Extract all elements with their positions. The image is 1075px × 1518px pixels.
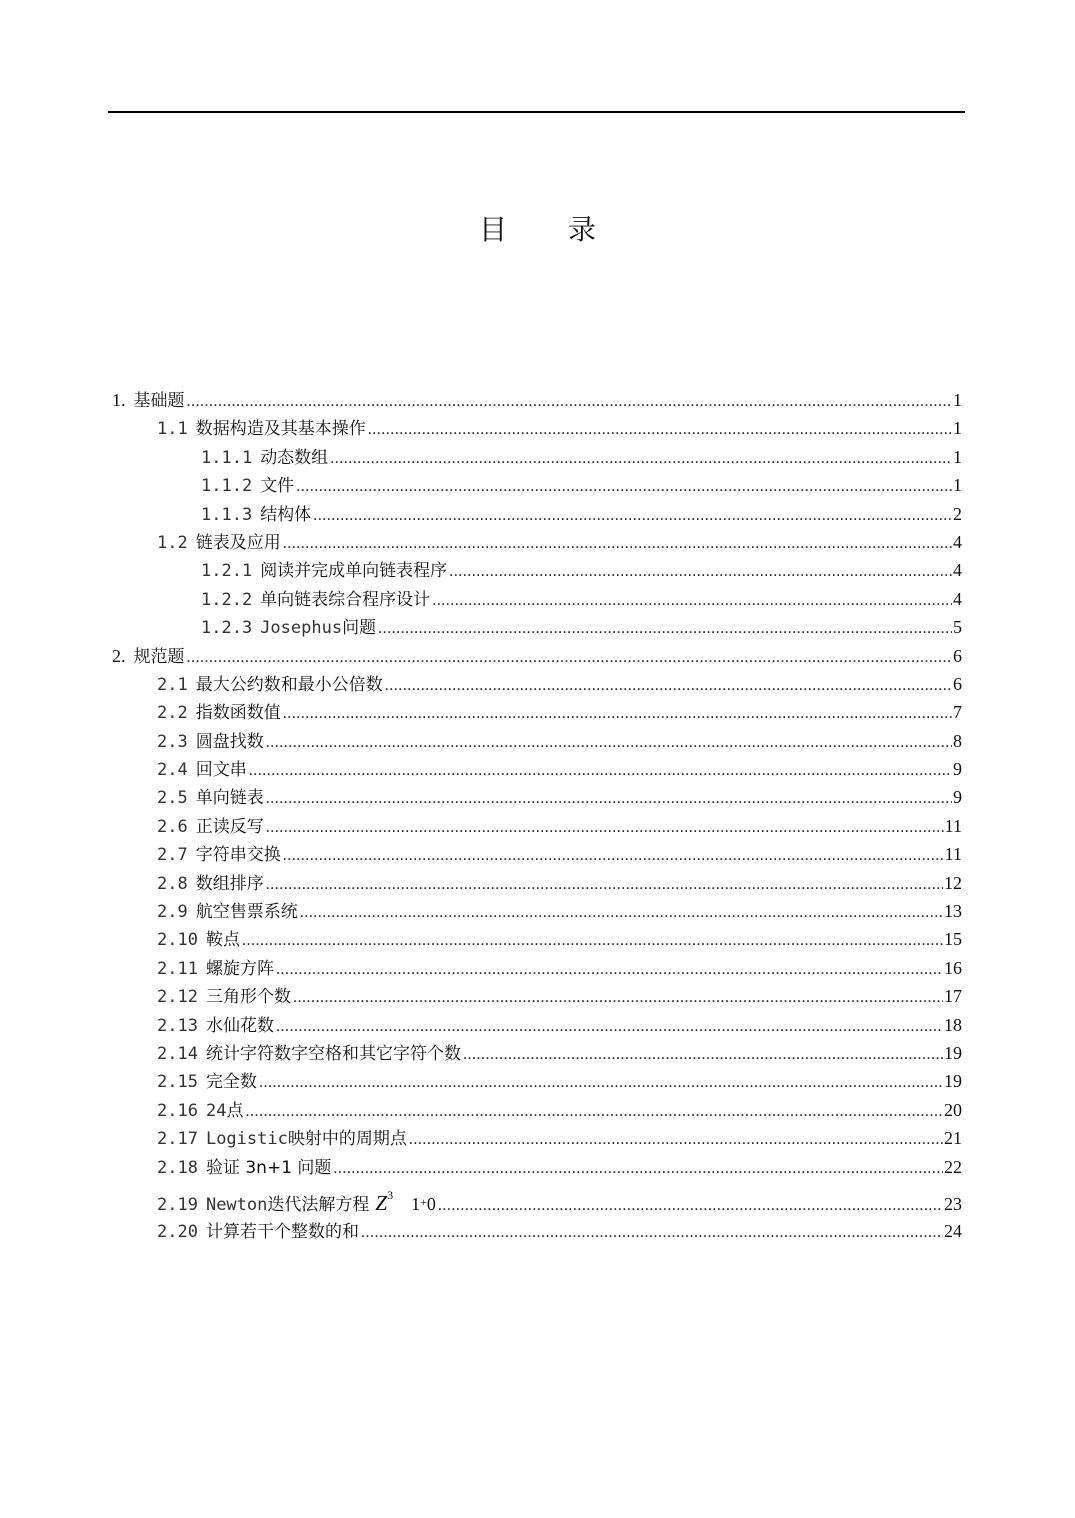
toc-entry-page-number: 4 <box>953 531 962 552</box>
toc-entry-number: 2.18 <box>157 1157 198 1178</box>
toc-entry-title-text: 水仙花数 <box>205 1015 274 1036</box>
toc-entry-title-text: 规范题 <box>133 646 185 667</box>
dot-leader <box>266 729 952 757</box>
toc-entry-number: 2.9 <box>157 902 188 923</box>
toc-entry[interactable] <box>112 897 962 925</box>
toc-entry-number: 2.20 <box>157 1221 198 1242</box>
toc-entry-title <box>260 472 294 500</box>
toc-entry-number: 2.5 <box>157 788 188 809</box>
dot-leader <box>300 899 943 927</box>
toc-entry-number: 2.10 <box>157 930 198 951</box>
toc-entry-page-number: 11 <box>944 815 962 836</box>
toc-entry-title <box>196 415 366 443</box>
toc-entry-title <box>134 387 185 415</box>
toc-entry-page-number: 16 <box>944 957 962 978</box>
toc-entry-number: 1. <box>112 390 126 410</box>
dot-leader <box>313 502 952 530</box>
toc-entry-page-number: 6 <box>953 645 962 666</box>
toc-entry-title-text: 鞍点 <box>205 930 240 951</box>
toc-entry-title-text: 螺旋方阵 <box>205 958 274 979</box>
toc-entry-title-text: 阅读并完成单向链表程序 <box>260 561 448 582</box>
dot-leader <box>187 388 953 416</box>
dot-leader <box>283 530 952 558</box>
toc-entry[interactable] <box>112 1217 962 1245</box>
toc-entry[interactable] <box>112 954 962 982</box>
toc-entry-title <box>196 671 383 699</box>
toc-entry-page-number: 4 <box>953 560 962 581</box>
toc-entry-title-text: 三角形个数 <box>205 987 291 1008</box>
toc-entry-title-text: 链表及应用 <box>195 532 281 553</box>
dot-leader <box>266 871 943 899</box>
dot-leader <box>409 1126 943 1154</box>
toc-entry-title <box>206 1097 243 1125</box>
toc-entry-number: 2.15 <box>157 1072 198 1093</box>
toc-entry-page-number: 1 <box>953 390 962 410</box>
toc-entry[interactable] <box>112 1181 962 1217</box>
dot-leader <box>283 700 952 728</box>
toc-entry-number: 1.1.2 <box>201 476 253 497</box>
toc-entry[interactable] <box>112 1153 962 1181</box>
toc-entry-title <box>206 983 291 1011</box>
toc-entry-title <box>196 898 298 926</box>
toc-entry-title <box>206 1040 461 1068</box>
toc-entry-page-number: 9 <box>953 759 962 780</box>
toc-entry-page-number: 23 <box>944 1193 962 1214</box>
toc-entry-page-number: 1 <box>953 418 962 439</box>
toc-entry-page-number: 19 <box>944 1042 962 1063</box>
dot-leader <box>245 1098 943 1126</box>
formula-operator: + <box>420 1194 427 1209</box>
dot-leader <box>463 1041 943 1069</box>
toc-entry[interactable] <box>112 670 962 698</box>
toc-entry-title <box>196 728 264 756</box>
toc-entry-title-text: 单向链表 <box>195 788 264 809</box>
dot-leader <box>283 842 944 870</box>
toc-entry-title <box>260 557 447 585</box>
toc-entry[interactable] <box>112 1124 962 1152</box>
toc-entry-number: 2.16 <box>157 1100 198 1121</box>
toc-entry[interactable] <box>112 443 962 471</box>
formula-variable: Z <box>375 1190 388 1215</box>
toc-entry-title-text: 计算若干个整数的和 <box>205 1221 359 1242</box>
toc-entry-number: 2.8 <box>157 873 188 894</box>
dot-leader <box>249 757 952 785</box>
toc-entry-number: 2.19 <box>157 1194 198 1215</box>
toc-entry-page-number: 18 <box>944 1014 962 1035</box>
toc-entry[interactable] <box>112 925 962 953</box>
toc-entry[interactable] <box>112 783 962 811</box>
toc-entry[interactable] <box>112 556 962 584</box>
toc-entry-number: 2.14 <box>157 1043 198 1064</box>
toc-entry-title-term: 24 <box>205 1100 227 1121</box>
toc-entry[interactable] <box>112 840 962 868</box>
toc-entry-title-text: 指数函数值 <box>195 703 281 724</box>
toc-entry-title-text: 字符串交换 <box>195 845 281 866</box>
toc-entry-title <box>206 926 240 954</box>
toc-entry[interactable] <box>112 869 962 897</box>
toc-entry[interactable] <box>112 642 962 670</box>
toc-entry[interactable] <box>112 812 962 840</box>
toc-entry[interactable] <box>112 727 962 755</box>
toc-entry[interactable] <box>112 500 962 528</box>
toc-entry[interactable] <box>112 1067 962 1095</box>
toc-entry-title <box>260 444 328 472</box>
dot-leader <box>296 473 952 501</box>
toc-entry[interactable] <box>112 755 962 783</box>
toc-entry-number: 2.4 <box>157 760 188 781</box>
toc-entry-title <box>196 870 264 898</box>
toc-entry-title-text: 文件 <box>260 476 295 497</box>
toc-entry[interactable] <box>112 1011 962 1039</box>
toc-entry-title-text: 数组排序 <box>195 873 264 894</box>
toc-entry-number: 2. <box>112 645 126 666</box>
toc-entry-number: 2.11 <box>157 958 198 979</box>
dot-leader <box>293 984 943 1012</box>
toc-entry-title <box>260 614 376 642</box>
dot-leader <box>432 587 952 615</box>
toc-entry[interactable] <box>112 585 962 613</box>
toc-entry-title-text: 统计字符数字空格和其它字符个数 <box>205 1043 461 1064</box>
dot-leader <box>368 416 952 444</box>
dot-leader <box>449 558 952 586</box>
toc-entry-title-text: 正读反写 <box>195 816 264 837</box>
toc-entry[interactable] <box>112 386 962 414</box>
dot-leader <box>266 785 952 813</box>
toc-entry-title-text: 基础题 <box>133 391 185 411</box>
formula-result: 0 <box>426 1193 436 1214</box>
toc-entry-number: 1.2.1 <box>201 561 253 582</box>
toc-entry-title <box>206 1012 274 1040</box>
toc-entry[interactable] <box>112 471 962 499</box>
toc-entry-number: 1.1.3 <box>201 504 253 525</box>
toc-entry-number: 2.2 <box>157 703 188 724</box>
toc-entry-title-text: 回文串 <box>195 760 247 781</box>
toc-entry-title-text: 单向链表综合程序设计 <box>260 589 431 610</box>
toc-entry-page-number: 1 <box>953 475 962 496</box>
toc-entry-page-number: 1 <box>953 446 962 467</box>
toc-entry-page-number: 4 <box>953 588 962 609</box>
toc-entry-title <box>196 756 247 784</box>
toc-entry-number: 2.12 <box>157 987 198 1008</box>
toc-entry-page-number: 20 <box>944 1099 962 1120</box>
dot-leader <box>385 672 952 700</box>
toc-entry-number: 2.3 <box>157 731 188 752</box>
toc-entry-title-text: 验证 3n+1 问题 <box>205 1157 332 1178</box>
toc-entry-title-text: 最大公约数和最小公倍数 <box>195 674 383 695</box>
toc-entry-number: 2.6 <box>157 816 188 837</box>
toc-entry-title-term: Josephus <box>260 618 343 639</box>
toc-entry-page-number: 13 <box>944 901 962 922</box>
dot-leader <box>378 615 952 643</box>
toc-entry-title-text: 结构体 <box>260 504 312 525</box>
toc-entry-number: 2.13 <box>157 1015 198 1036</box>
table-of-contents <box>112 386 962 1245</box>
toc-entry[interactable] <box>112 613 962 641</box>
toc-entry[interactable] <box>112 982 962 1010</box>
page-title: 目 录 <box>479 213 622 246</box>
toc-entry-title-text: 点 <box>226 1100 244 1121</box>
toc-entry-title <box>196 529 281 557</box>
dot-leader <box>242 927 943 955</box>
toc-entry-page-number: 2 <box>953 503 962 524</box>
toc-entry-number: 1.2.2 <box>201 589 253 610</box>
toc-entry-title <box>196 841 281 869</box>
toc-entry-title <box>206 1125 407 1153</box>
toc-entry[interactable] <box>112 1039 962 1067</box>
toc-entry-page-number: 8 <box>953 730 962 751</box>
toc-entry-title-text: 完全数 <box>205 1072 257 1093</box>
toc-entry-title-text: 问题 <box>342 618 377 639</box>
formula-exponent: 3 <box>387 1187 394 1202</box>
toc-entry-title-text: 圆盘找数 <box>195 731 264 752</box>
toc-entry-page-number: 6 <box>953 673 962 694</box>
toc-entry[interactable] <box>112 414 962 442</box>
toc-entry-title <box>260 501 311 529</box>
toc-entry-title <box>196 813 264 841</box>
toc-entry-page-number: 21 <box>944 1128 962 1149</box>
toc-entry-page-number: 7 <box>953 702 962 723</box>
dot-leader <box>187 644 953 672</box>
toc-entry-page-number: 11 <box>944 844 962 865</box>
toc-entry-page-number: 5 <box>953 617 962 638</box>
dot-leader <box>276 956 943 984</box>
toc-entry-title-text: 数据构造及其基本操作 <box>195 419 366 440</box>
toc-entry-page-number: 24 <box>944 1220 962 1241</box>
toc-entry-title-text: 映射中的周期点 <box>287 1129 407 1150</box>
toc-entry-title <box>196 699 281 727</box>
toc-entry[interactable] <box>112 528 962 556</box>
dot-leader <box>361 1219 943 1247</box>
toc-entry[interactable] <box>112 698 962 726</box>
toc-entry[interactable] <box>112 1096 962 1124</box>
toc-entry-number: 1.2 <box>157 532 188 553</box>
toc-entry-number: 2.17 <box>157 1129 198 1150</box>
toc-entry-number: 1.1 <box>157 419 188 440</box>
toc-entry-page-number: 19 <box>944 1071 962 1092</box>
toc-entry-page-number: 15 <box>944 929 962 950</box>
dot-leader <box>333 1155 943 1183</box>
toc-entry-number: 1.1.1 <box>201 447 253 468</box>
toc-entry-title-term: Newton <box>205 1194 268 1215</box>
toc-entry-title <box>260 586 430 614</box>
toc-entry-page-number: 22 <box>944 1156 962 1177</box>
toc-entry-title <box>206 1068 257 1096</box>
toc-entry-title <box>206 1218 359 1246</box>
header-rule <box>108 111 965 113</box>
toc-entry-title <box>206 1154 331 1182</box>
toc-entry-number: 1.2.3 <box>201 618 253 639</box>
toc-entry-number: 2.1 <box>157 674 188 695</box>
toc-entry-title-text: 迭代法解方程 <box>267 1194 370 1215</box>
dot-leader <box>330 445 952 473</box>
equation-formula <box>375 1187 436 1215</box>
toc-entry-title <box>196 784 264 812</box>
toc-entry-number: 2.7 <box>157 845 188 866</box>
dot-leader <box>276 1013 943 1041</box>
toc-entry-title-text: 动态数组 <box>260 447 329 468</box>
formula-constant: 1 <box>411 1193 421 1214</box>
dot-leader <box>259 1069 943 1097</box>
toc-entry-title-text: 航空售票系统 <box>195 902 298 923</box>
toc-entry-title-term: Logistic <box>205 1129 288 1150</box>
toc-entry-page-number: 17 <box>944 986 962 1007</box>
toc-entry-page-number: 12 <box>944 872 962 893</box>
toc-entry-page-number: 9 <box>953 787 962 808</box>
dot-leader <box>266 814 944 842</box>
toc-entry-title <box>206 955 274 983</box>
toc-entry-title <box>134 643 185 671</box>
